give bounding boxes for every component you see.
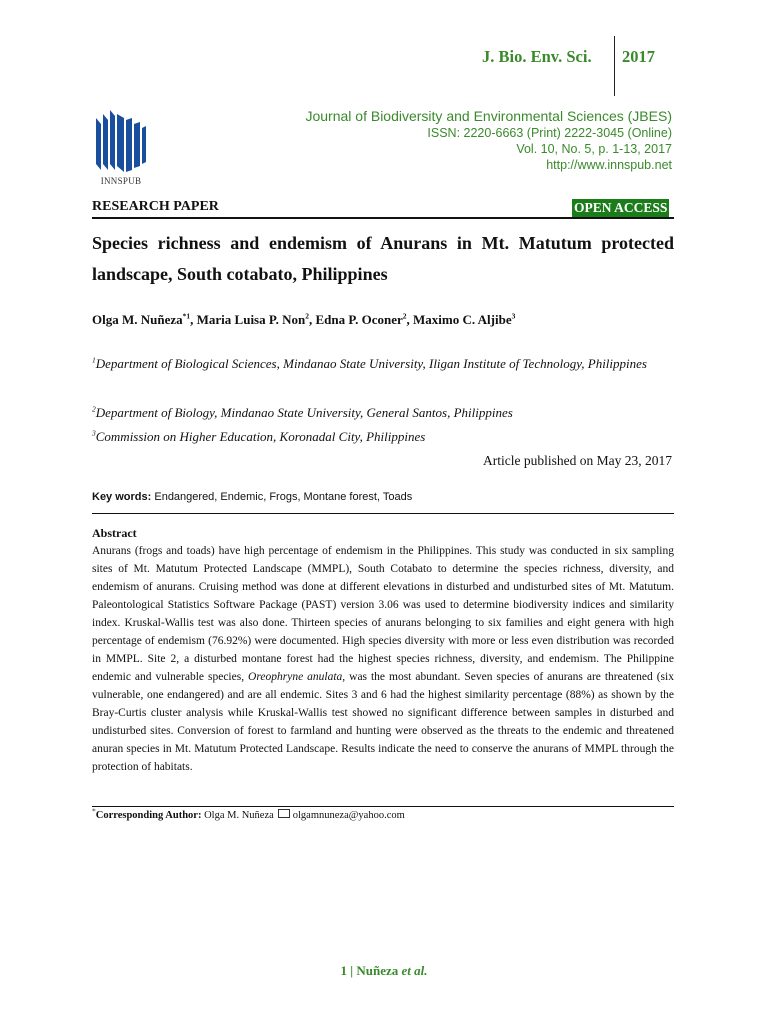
corresponding-label: Corresponding Author: — [95, 810, 202, 821]
page-footer — [0, 963, 768, 979]
affiliation-text: Department of Biological Sciences, Mindanao State University, Iligan Institute of Technology, Philippines — [95, 356, 647, 371]
species-name: Oreophryne anulata, — [248, 671, 346, 683]
author-affil-marker: *1 — [182, 311, 191, 321]
header-rule — [92, 217, 674, 219]
masthead-title: Journal of Biodiversity and Environmental Sciences (JBES) — [305, 108, 672, 124]
masthead-url[interactable]: http://www.innspub.net — [546, 158, 672, 172]
masthead-volume: Vol. 10, No. 5, p. 1-13, 2017 — [516, 142, 672, 156]
abstract-body — [92, 542, 674, 776]
footer-author: Nuñeza — [356, 963, 402, 978]
affiliation-text: Commission on Higher Education, Koronadal City, Philippines — [95, 429, 426, 444]
author-name: Maximo C. Aljibe — [413, 312, 512, 327]
abstract-rule — [92, 806, 674, 807]
affiliation — [92, 401, 672, 425]
author-affil-marker: 3 — [511, 311, 516, 321]
author-name: Edna P. Oconer — [315, 312, 403, 327]
keywords-text: Endangered, Endemic, Frogs, Montane forest, Toads — [154, 491, 413, 503]
author-separator: , — [406, 312, 414, 327]
masthead-issn: ISSN: 2220-6663 (Print) 2222-3045 (Online) — [427, 126, 672, 140]
innspub-logo-icon — [92, 108, 150, 176]
author-affil-marker: 2 — [305, 311, 309, 321]
affiliation-number: 1 — [92, 355, 96, 365]
affiliation — [92, 352, 672, 376]
abstract-text: Anurans (frogs and toads) have high percentage of endemism in the Philippines. This study was conducted in six sampling sites of Mt. Matutum Protected Landscape (MMPL), South Cotabato to determine the species richness, diversity, and endemism of anurans. Cruising method was done at different elevations in disturbed and undisturbed sites of Mt. Matutum. Paleontological Statistics Software Package (PAST) version 3.06 was used to determine biodiversity indices and similarity index. Kruskal-Wallis test was also done. Thirteen species of anurans belonging to six families and eight genera with high percentage of endemism (76.92%) were documented. High species diversity with more or less even distribution was recorded in MMPL. Site 2, a disturbed montane forest had the highest species richness, diversity, and endemism. The Philippine endemic and vulnerable species, — [92, 545, 674, 683]
affiliation-text: Department of Biology, Mindanao State University, General Santos, Philippines — [95, 405, 513, 420]
mail-icon — [278, 809, 290, 818]
author-separator: , — [308, 312, 316, 327]
footer-etal: et al. — [401, 963, 428, 978]
section-label: RESEARCH PAPER — [92, 199, 219, 214]
affiliation — [92, 425, 672, 449]
logo-text: INNSPUB — [100, 176, 142, 186]
journal-year: 2017 — [622, 47, 655, 66]
footer-separator: | — [346, 963, 357, 978]
abstract-text: was the most abundant. Seven species of anurans are threatened (six vulnerable, one endangered) and are all endemic. Sites 3 and 6 had the highest similarity percentage (88%) as shown by the Bray-Curtis cluster analysis while Kruskal-Wallis test showed no significant difference between samples in disturbed and undisturbed sites. Conversion of forest to farmland and hunting were observed as the threats to the endemic and threatened anuran species in Mt. Matutum Protected Landscape. Results indicate the need to conserve the anurans of MMPL through the protection of habitats. — [92, 671, 674, 773]
author-name: Maria Luisa P. Non — [196, 312, 306, 327]
corresponding-name: Olga M. Nuñeza — [204, 810, 274, 821]
affiliation-number: 2 — [92, 404, 96, 414]
corresponding-author — [92, 806, 405, 821]
affiliation-number: 3 — [92, 428, 96, 438]
keywords-rule — [92, 513, 674, 514]
page-number: 1 — [340, 963, 347, 978]
author-name: Olga M. Nuñeza — [92, 312, 183, 327]
journal-abbrev: J. Bio. Env. Sci. — [482, 47, 592, 66]
header-divider — [614, 36, 615, 96]
open-access-badge: OPEN ACCESS — [574, 200, 668, 215]
corresponding-email[interactable]: olgamnuneza@yahoo.com — [292, 810, 405, 821]
corresponding-marker: * — [92, 806, 96, 816]
author-separator: , — [190, 312, 197, 327]
keywords — [92, 491, 412, 503]
publication-date: Article published on May 23, 2017 — [483, 453, 672, 468]
keywords-label: Key words: — [92, 491, 152, 503]
abstract-heading: Abstract — [92, 526, 137, 540]
paper-title: Species richness and endemism of Anurans in Mt. Matutum protected landscape, South cotabato, Philippines — [92, 233, 674, 284]
author-affil-marker: 2 — [402, 311, 407, 321]
author-list — [92, 312, 515, 328]
